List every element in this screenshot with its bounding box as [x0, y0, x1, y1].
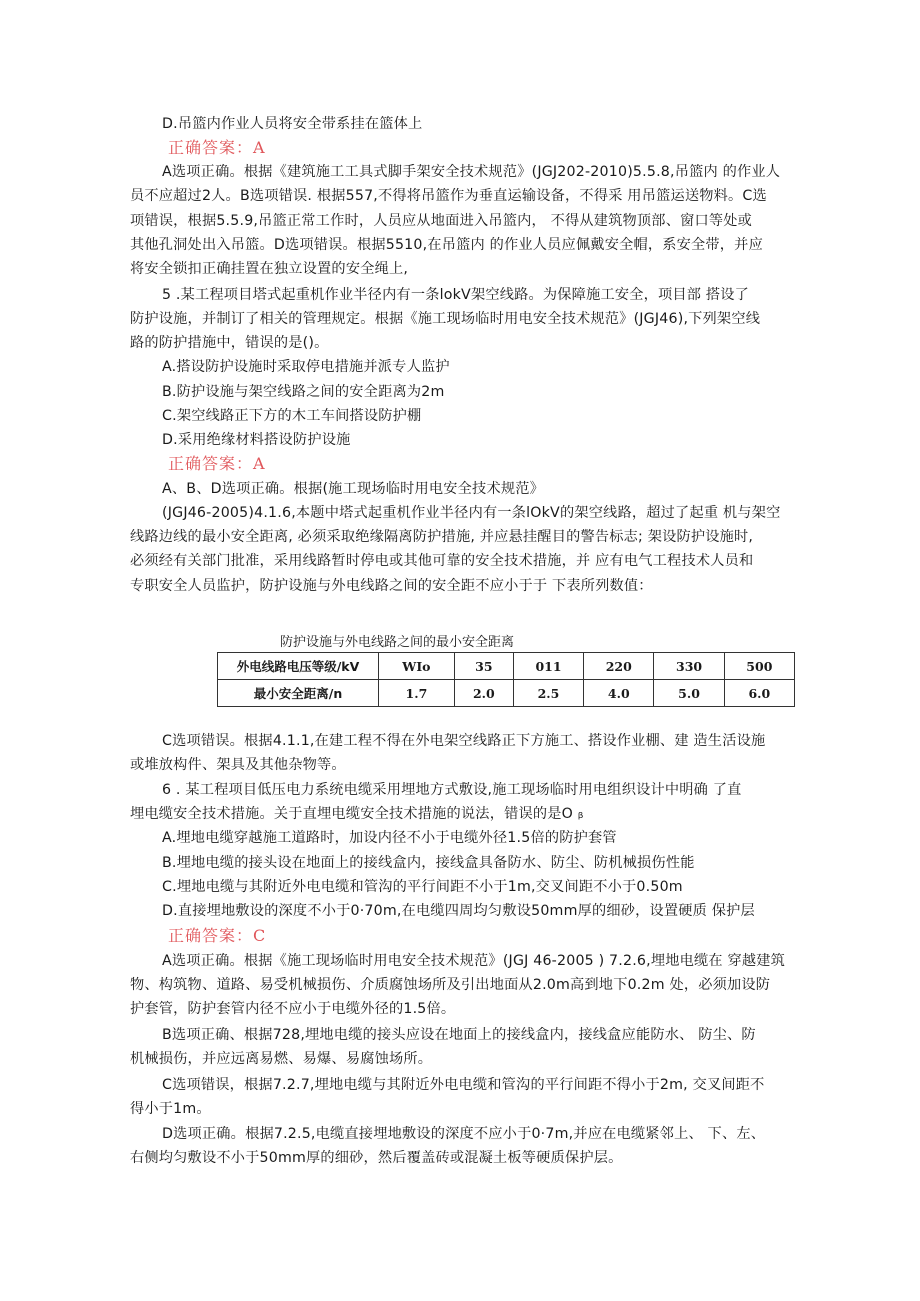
q4-option-d: D.吊篮内作业人员将安全带系挂在篮体上	[162, 116, 423, 132]
q5-option-c: C.架空线路正下方的木工车间搭设防护棚	[162, 408, 422, 424]
q5-explanation-line: A、B、D选项正确。根据(施工现场临时用电安全技术规范》	[162, 481, 544, 497]
q4-explanation-line: 项错误，根据5.5.9,吊篮正常工作时，人员应从地面进入吊篮内， 不得从建筑物顶部、窗口等处或	[130, 213, 753, 229]
q4-answer: 正确答案：A	[168, 138, 266, 157]
table-cell: 5.0	[654, 680, 724, 707]
q5-option-b: B.防护设施与架空线路之间的安全距离为2m	[162, 384, 445, 400]
q5-explanation-line: 必须经有关部门批准，采用线路暂时停电或其他可靠的安全技术措施，并 应有电气工程技术人员和	[130, 553, 754, 569]
q6-option-c: C.埋地电缆与其附近外电电缆和管沟的平行间距不小于1m,交叉间距不小于0.50m	[162, 879, 683, 895]
q5-stem-line: 防护设施，并制订了相关的管理规定。根据《施工现场临时用电安全技术规范》(JGJ46),下列架空线	[130, 311, 761, 327]
q6-answer: 正确答案：C	[168, 926, 267, 945]
q6-option-b: B.埋地电缆的接头设在地面上的接线盒内，接线盒具备防水、防尘、防机械损伤性能	[162, 855, 695, 871]
q6-option-d: D.直接埋地敷设的深度不小于0·70m,在电缆四周均匀敷设50mm厚的细砂，设置硬质 保护层	[162, 903, 755, 919]
table-cell: 500	[724, 653, 794, 680]
q5-option-a: A.搭设防护设施时采取停电措施并派专人监护	[162, 359, 450, 375]
q6-explanation-b-line: 机械损伤，并应远离易燃、易爆、易腐蚀场所。	[130, 1051, 433, 1067]
safety-distance-table	[217, 652, 795, 707]
q6-option-a: A.埋地电缆穿越施工道路时，加设内径不小于电缆外径1.5倍的防护套管	[162, 830, 617, 846]
q4-explanation-line: 员不应超过2人。B选项错误. 根据557,不得将吊篮作为垂直运输设备，不得采 用吊篮运送物料。C选	[130, 188, 767, 204]
q4-explanation-line: 其他孔洞处出入吊篮。D选项错误。根据5510,在吊篮内 的作业人员应佩戴安全帽，系安全带，并应	[130, 237, 763, 253]
q6-stem-line: 6 . 某工程项目低压电力系统电缆采用埋地方式敷设,施工现场临时用电组织设计中明确 了直	[162, 782, 742, 798]
q6-explanation-c-line: 得小于1m。	[130, 1101, 211, 1117]
q6-stem-line: 埋电缆安全技术措施。关于直埋电缆安全技术措施的说法，错误的是O ᵦ	[130, 806, 584, 822]
table-cell: 330	[654, 653, 724, 680]
q4-explanation-line: 将安全锁扣正确挂置在独立设置的安全绳上,	[130, 261, 409, 277]
table-caption: 防护设施与外电线路之间的最小安全距离	[280, 635, 515, 650]
q5-explanation-c-line: 或堆放构件、架具及其他杂物等。	[130, 757, 346, 773]
q6-explanation-c-line: C选项错误，根据7.2.7,埋地电缆与其附近外电电缆和管沟的平行间距不得小于2m, 交叉间距不	[162, 1077, 765, 1093]
q5-answer: 正确答案：A	[168, 454, 266, 473]
table-cell: 35	[454, 653, 513, 680]
q4-explanation-line: A选项正确。根据《建筑施工工具式脚手架安全技术规范》(JGJ202-2010)5.5.8,吊篮内 的作业人	[162, 164, 781, 180]
q5-stem-line: 路的防护措施中，错误的是()。	[130, 335, 329, 351]
q6-explanation-a-line: A选项正确。根据《施工现场临时用电安全技术规范》(JGJ 46-2005 ) 7.2.6,埋地电缆在 穿越建筑	[162, 953, 786, 969]
q5-option-d: D.采用绝缘材料搭设防护设施	[162, 432, 351, 448]
table-header-distance: 最小安全距离/n	[218, 680, 379, 707]
q5-explanation-line: 线路边线的最小安全距离, 必须采取绝缘隔离防护措施, 并应悬挂醒目的警告标志; 架设防护设施时,	[130, 529, 754, 545]
table-row	[218, 680, 795, 707]
q5-stem-line: 5 .某工程项目塔式起重机作业半径内有一条lokV架空线路。为保障施工安全，项目部 搭设了	[162, 287, 750, 303]
table-cell: WIo	[379, 653, 455, 680]
q5-explanation-line: (JGJ46-2005)4.1.6,本题中塔式起重机作业半径内有一条lOkV的架空线路，超过了起重 机与架空	[162, 505, 781, 521]
q6-explanation-a-line: 物、构筑物、道路、易受机械损伤、介质腐蚀场所及引出地面从2.0m高到地下0.2m 处，必须加设防	[130, 977, 771, 993]
table-cell: 6.0	[724, 680, 794, 707]
q5-explanation-c-line: C选项错误。根据4.1.1,在建工程不得在外电架空线路正下方施工、搭设作业棚、建 造生活设施	[162, 733, 766, 749]
q6-explanation-d-line: 右侧均匀敷设不小于50mm厚的细砂，然后覆盖砖或混凝土板等硬质保护层。	[130, 1150, 623, 1166]
q6-explanation-a-line: 护套管，防护套管内径不应小于电缆外径的1.5倍。	[130, 1001, 456, 1017]
table-cell: 1.7	[379, 680, 455, 707]
table-cell: 4.0	[584, 680, 654, 707]
table-cell: 2.5	[513, 680, 583, 707]
table-cell: 220	[584, 653, 654, 680]
q6-explanation-d-line: D选项正确。根据7.2.5,电缆直接埋地敷设的深度不应小于0·7m,并应在电缆紧邻上、 下、左、	[162, 1126, 766, 1142]
q5-explanation-line: 专职安全人员监护，防护设施与外电线路之间的安全距不应小于于 下表所列数值：	[130, 578, 653, 594]
table-cell: 011	[513, 653, 583, 680]
table-cell: 2.0	[454, 680, 513, 707]
table-header-voltage: 外电线路电压等级/kV	[218, 653, 379, 680]
q6-explanation-b-line: B选项正确、根据728,埋地电缆的接头应设在地面上的接线盒内，接线盒应能防水、 防尘、防	[162, 1027, 756, 1043]
table-row	[218, 653, 795, 680]
